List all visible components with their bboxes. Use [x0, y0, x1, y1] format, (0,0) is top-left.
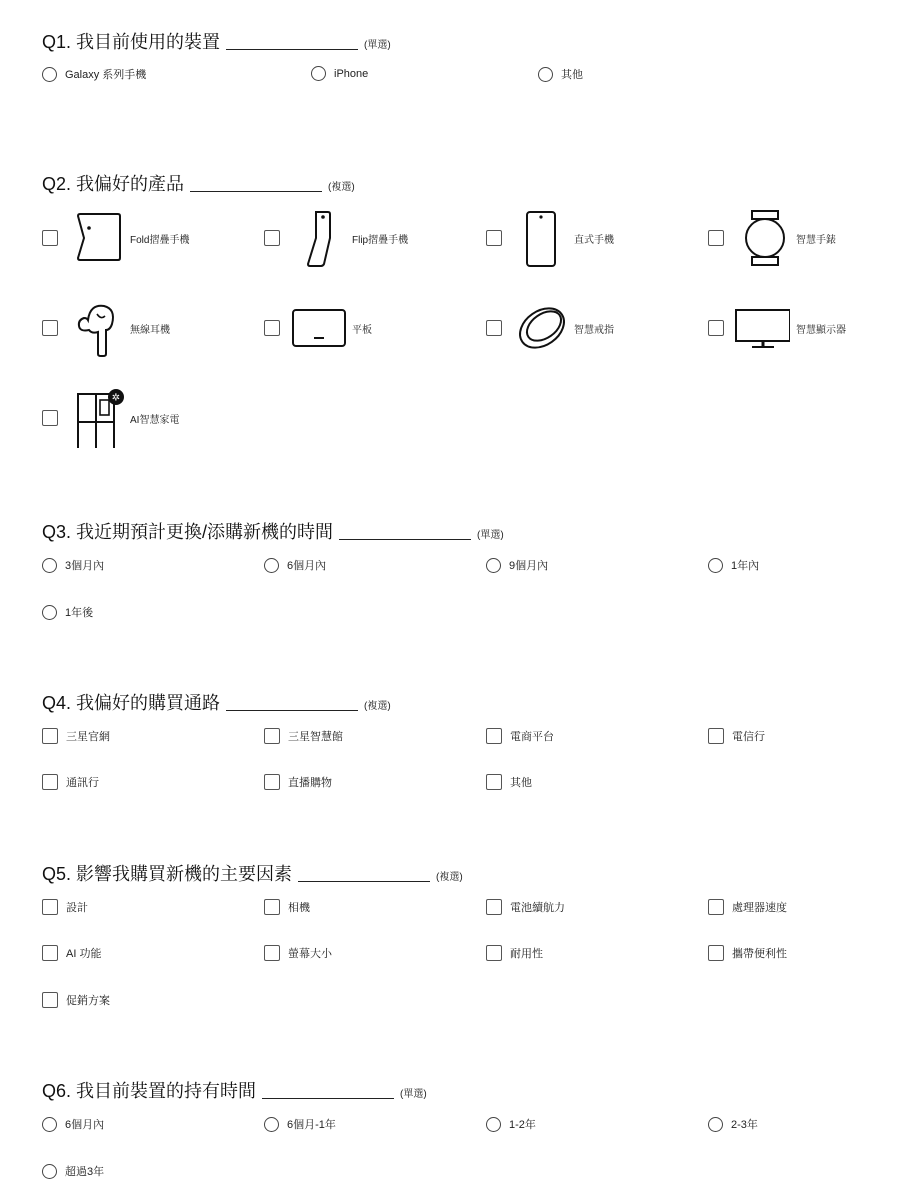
q6-option-1-2years[interactable] — [486, 1116, 536, 1132]
q3-option-9months[interactable] — [486, 557, 548, 573]
product-label: 平板 — [352, 324, 372, 336]
option-label: 三星智慧館 — [288, 731, 343, 743]
question-1 — [42, 28, 902, 52]
product-label: AI智慧家電 — [130, 414, 180, 426]
option-label: 促銷方案 — [66, 995, 110, 1007]
q4-option-samsung-store[interactable] — [264, 728, 343, 744]
question-3-title: Q3. 我近期預計更換/添購新機的時間 — [42, 522, 334, 542]
option-label: 3個月內 — [65, 560, 105, 572]
question-2-title: Q2. 我偏好的產品 — [42, 174, 185, 194]
question-5-title-row — [42, 860, 902, 884]
q5-option-design[interactable] — [42, 899, 88, 915]
option-label: 處理器速度 — [732, 902, 787, 914]
checkbox[interactable] — [486, 320, 502, 336]
radio-button[interactable] — [42, 1117, 57, 1132]
q2-product-tablet[interactable] — [264, 298, 372, 358]
radio-button[interactable] — [42, 558, 57, 573]
q6-option-over-3years[interactable] — [42, 1163, 104, 1179]
question-6-type: (單選) — [400, 1089, 427, 1100]
q3-option-after-1year[interactable] — [42, 604, 93, 620]
q6-option-6months[interactable] — [42, 1116, 104, 1132]
product-label: 智慧戒指 — [574, 324, 614, 336]
q4-option-live-shopping[interactable] — [264, 774, 332, 790]
q3-option-3months[interactable] — [42, 557, 104, 573]
q2-product-flip[interactable] — [264, 208, 408, 268]
question-1-title: Q1. 我目前使用的裝置 — [42, 32, 221, 52]
option-label: 通訊行 — [66, 777, 99, 789]
option-label: 電商平台 — [510, 731, 554, 743]
q2-product-earbuds[interactable] — [42, 298, 170, 358]
checkbox[interactable] — [42, 945, 58, 961]
q5-option-processor[interactable] — [708, 899, 787, 915]
radio-button[interactable] — [486, 1117, 501, 1132]
question-3-blank — [339, 538, 471, 540]
q5-option-screen-size[interactable] — [264, 945, 332, 961]
option-label: 6個月-1年 — [287, 1119, 336, 1131]
option-label: 電信行 — [732, 731, 765, 743]
q2-product-watch[interactable] — [708, 208, 836, 268]
option-label: 2-3年 — [731, 1119, 758, 1131]
checkbox[interactable] — [708, 945, 724, 961]
question-4-type: (複選) — [364, 701, 391, 712]
question-4 — [42, 689, 902, 713]
option-label: 6個月內 — [287, 560, 327, 572]
checkbox[interactable] — [42, 992, 58, 1008]
checkbox[interactable] — [264, 230, 280, 246]
q4-option-samsung-site[interactable] — [42, 728, 110, 744]
question-4-blank — [226, 709, 358, 711]
radio-button[interactable] — [42, 1164, 57, 1179]
option-label: 9個月內 — [509, 560, 549, 572]
option-label: 6個月內 — [65, 1119, 105, 1131]
option-label: 電池續航力 — [510, 902, 565, 914]
svg-text:✲: ✲ — [111, 392, 121, 404]
q4-option-telecom[interactable] — [708, 728, 765, 744]
question-6-title-row — [42, 1077, 902, 1101]
q2-product-monitor[interactable] — [708, 298, 846, 358]
smartwatch-icon — [734, 208, 790, 268]
flip-phone-icon — [290, 208, 346, 268]
checkbox[interactable] — [42, 320, 58, 336]
checkbox[interactable] — [486, 899, 502, 915]
radio-button[interactable] — [264, 558, 279, 573]
checkbox[interactable] — [42, 230, 58, 246]
option-label: iPhone — [334, 67, 369, 80]
option-label: 攜帶便利性 — [732, 948, 787, 960]
q4-option-ecommerce[interactable] — [486, 728, 554, 744]
product-label: 直式手機 — [574, 234, 614, 246]
question-6 — [42, 1077, 902, 1101]
question-2-blank — [190, 190, 322, 192]
q6-option-6months-1year[interactable] — [264, 1116, 336, 1132]
product-label: Fold摺疊手機 — [130, 234, 190, 246]
q5-option-ai[interactable] — [42, 945, 101, 961]
checkbox[interactable] — [264, 320, 280, 336]
question-2-title-row — [42, 170, 902, 194]
monitor-icon — [734, 298, 790, 358]
question-6-title: Q6. 我目前裝置的持有時間 — [42, 1081, 257, 1101]
q1-option-galaxy[interactable] — [42, 66, 146, 82]
q2-product-ring[interactable] — [486, 298, 614, 358]
question-3-title-row — [42, 518, 902, 542]
question-1-type: (單選) — [364, 40, 391, 51]
option-label: 直播購物 — [288, 777, 332, 789]
product-label: Flip摺疊手機 — [352, 234, 409, 246]
checkbox[interactable] — [264, 728, 280, 744]
checkbox[interactable] — [264, 945, 280, 961]
question-5 — [42, 860, 902, 884]
checkbox[interactable] — [708, 728, 724, 744]
option-label: 超過3年 — [65, 1166, 105, 1178]
checkbox[interactable] — [264, 774, 280, 790]
radio-button[interactable] — [538, 67, 553, 82]
checkbox[interactable] — [42, 728, 58, 744]
q5-option-camera[interactable] — [264, 899, 310, 915]
q5-option-promotion[interactable] — [42, 992, 110, 1008]
checkbox[interactable] — [708, 899, 724, 915]
option-label: 1-2年 — [509, 1119, 536, 1131]
option-label: 1年內 — [731, 560, 760, 572]
q5-option-portability[interactable] — [708, 945, 787, 961]
q1-option-other[interactable] — [538, 66, 583, 82]
product-label: 無線耳機 — [130, 324, 170, 336]
tablet-icon — [290, 298, 346, 358]
checkbox[interactable] — [264, 899, 280, 915]
radio-button[interactable] — [42, 605, 57, 620]
question-2 — [42, 170, 902, 194]
option-label: 耐用性 — [510, 948, 543, 960]
q6-option-2-3years[interactable] — [708, 1116, 758, 1132]
option-label: 三星官網 — [66, 731, 110, 743]
checkbox[interactable] — [486, 945, 502, 961]
option-label: 螢幕大小 — [288, 948, 332, 960]
radio-button[interactable] — [42, 67, 57, 82]
question-5-blank — [298, 880, 430, 882]
radio-button[interactable] — [708, 1117, 723, 1132]
checkbox[interactable] — [42, 774, 58, 790]
q3-option-1year[interactable] — [708, 557, 759, 573]
option-label: Galaxy 系列手機 — [65, 69, 147, 81]
question-6-blank — [262, 1097, 394, 1099]
checkbox[interactable] — [486, 728, 502, 744]
q2-product-fold[interactable] — [42, 208, 189, 268]
option-label: 相機 — [288, 902, 310, 914]
q2-product-ai-appliance[interactable] — [42, 388, 179, 448]
option-label: 其他 — [561, 69, 583, 81]
checkbox[interactable] — [486, 774, 502, 790]
option-label: 其他 — [510, 777, 532, 789]
product-label: 智慧顯示器 — [796, 324, 846, 336]
option-label: 設計 — [66, 902, 88, 914]
checkbox[interactable] — [708, 230, 724, 246]
checkbox[interactable] — [486, 230, 502, 246]
fold-phone-icon — [68, 208, 124, 268]
question-4-title: Q4. 我偏好的購買通路 — [42, 693, 221, 713]
radio-button[interactable] — [708, 558, 723, 573]
question-3 — [42, 518, 902, 542]
ring-icon — [512, 298, 568, 358]
question-2-type: (複選) — [328, 182, 355, 193]
ai-fridge-icon — [68, 388, 124, 448]
q4-option-other[interactable] — [486, 774, 532, 790]
question-3-type: (單選) — [477, 530, 504, 541]
question-1-title-row — [42, 28, 902, 52]
earbuds-icon — [68, 298, 124, 358]
question-5-title: Q5. 影響我購買新機的主要因素 — [42, 864, 293, 884]
q4-option-phone-shop[interactable] — [42, 774, 99, 790]
q5-option-durability[interactable] — [486, 945, 543, 961]
q1-option-iphone[interactable] — [311, 66, 368, 81]
option-label: 1年後 — [65, 607, 94, 619]
product-label: 智慧手錶 — [796, 234, 836, 246]
question-1-blank — [226, 48, 358, 50]
checkbox[interactable] — [42, 899, 58, 915]
radio-button[interactable] — [486, 558, 501, 573]
q3-option-6months[interactable] — [264, 557, 326, 573]
question-5-type: (複選) — [436, 872, 463, 883]
radio-button[interactable] — [311, 66, 326, 81]
radio-button[interactable] — [264, 1117, 279, 1132]
checkbox[interactable] — [42, 410, 58, 426]
bar-phone-icon — [512, 208, 568, 268]
q2-product-bar[interactable] — [486, 208, 614, 268]
option-label: AI 功能 — [66, 948, 102, 960]
checkbox[interactable] — [708, 320, 724, 336]
q5-option-battery[interactable] — [486, 899, 565, 915]
question-4-title-row — [42, 689, 902, 713]
